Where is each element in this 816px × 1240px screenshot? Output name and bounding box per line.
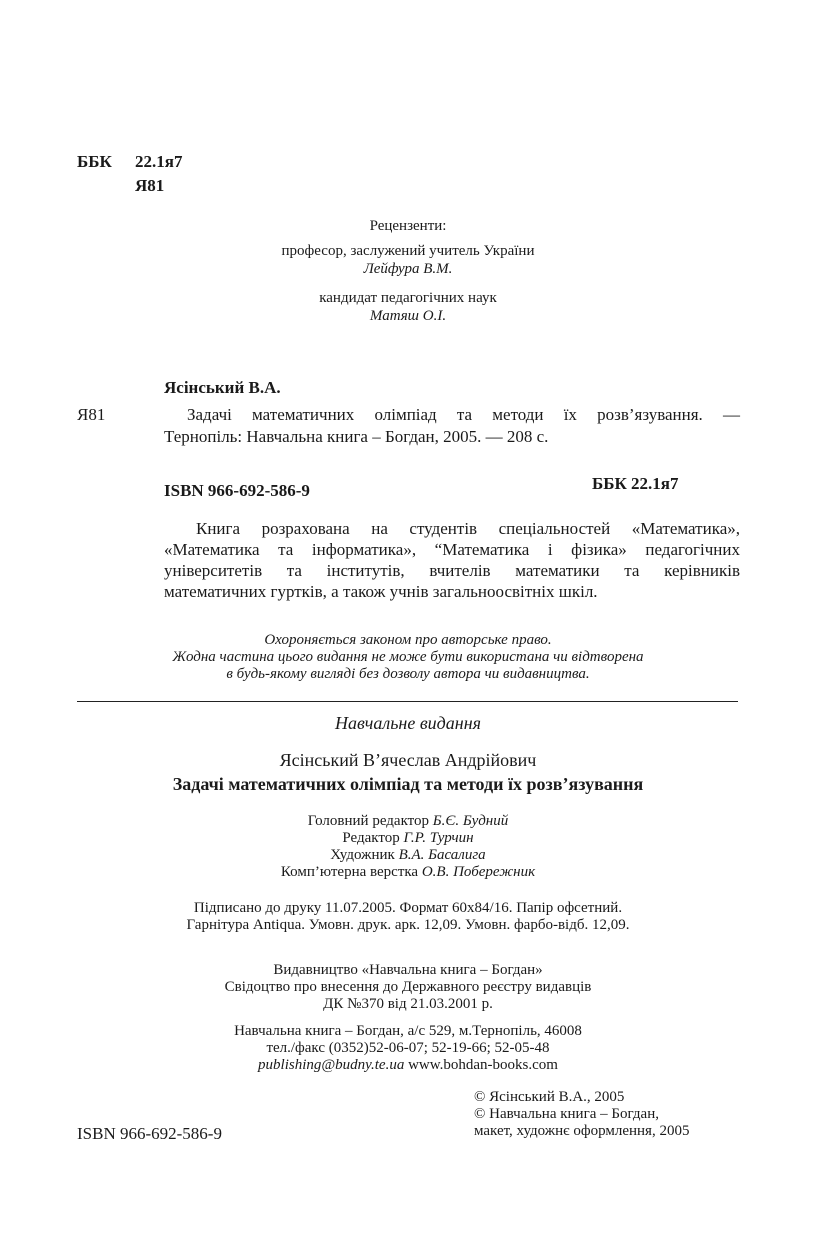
record-author: Ясінський В.А.: [164, 378, 281, 397]
divider: [77, 701, 738, 702]
staff-role: Художник: [330, 847, 395, 863]
staff-name: О.В. Побережник: [421, 864, 536, 880]
copyright-notice-line: в будь-якому вигляді без дозволу автора чи видавництва.: [226, 666, 590, 682]
web-line: [0, 1057, 816, 1073]
record-line2: Тернопіль: Навчальна книга – Богдан, 2005. — 208 с.: [164, 427, 549, 446]
bbk-label: ББК: [77, 152, 112, 171]
annotation-line: математичних гуртків, а також учнів загальноосвітніх шкіл.: [164, 582, 598, 601]
print-line: Підписано до друку 11.07.2005. Формат 60х84/16. Папір офсетний.: [193, 900, 623, 916]
author-mark: Я81: [135, 176, 165, 195]
annotation: [164, 518, 740, 602]
annotation-line: «Математика та інформатика», “Математика і фізика» педагогічних: [164, 540, 740, 559]
book-title: Задачі математичних олімпіад та методи їх розв’язування: [172, 774, 644, 794]
reviewers-heading: Рецензенти:: [369, 218, 447, 234]
staff-line: [0, 864, 816, 880]
staff-role: Головний редактор: [307, 813, 430, 829]
staff-line: [0, 847, 816, 863]
copyright-line: макет, художнє оформлення, 2005: [474, 1123, 690, 1139]
edition-type: Навчальне видання: [334, 713, 481, 733]
email-link[interactable]: publishing@budny.te.ua: [258, 1057, 405, 1073]
publisher-line: Свідоцтво про внесення до Державного реєстру видавців: [224, 979, 592, 995]
record-mark: Я81: [77, 405, 106, 424]
copyright-notice-line: Охороняється законом про авторське право.: [264, 632, 552, 648]
phone-line: тел./факс (0352)52-06-07; 52-19-66; 52-05-48: [266, 1040, 550, 1056]
staff-name: Б.Є. Будний: [432, 813, 509, 829]
publisher-line: ДК №370 від 21.03.2001 р.: [323, 996, 493, 1012]
bbk-code: 22.1я7: [135, 152, 183, 171]
reviewer1-title: професор, заслужений учитель України: [281, 243, 535, 259]
staff-name: В.А. Басалига: [398, 847, 486, 863]
footer-isbn: ISBN 966-692-586-9: [77, 1124, 222, 1143]
reviewer1-name: Лейфура В.М.: [363, 261, 453, 277]
publisher-line: Видавництво «Навчальна книга – Богдан»: [273, 962, 543, 978]
staff-line: [0, 813, 816, 829]
print-line: Гарнітура Antiqua. Умовн. друк. арк. 12,09. Умовн. фарбо-відб. 12,09.: [186, 917, 630, 933]
annotation-line: університетів та інститутів, вчителів математики та керівників: [164, 561, 740, 580]
copyright-notice-line: Жодна частина цього видання не може бути використана чи відтворена: [172, 649, 644, 665]
full-author: Ясінський В’ячеслав Андрійович: [279, 750, 537, 770]
annotation-line: Книга розрахована на студентів спеціальностей «Математика»,: [196, 519, 740, 538]
record-isbn: ISBN 966-692-586-9: [164, 481, 310, 500]
reviewer2-title: кандидат педагогічних наук: [319, 290, 497, 306]
copyright-line: © Ясінський В.А., 2005: [474, 1089, 625, 1105]
address-line: Навчальна книга – Богдан, а/с 529, м.Тернопіль, 46008: [234, 1023, 582, 1039]
reviewer2-name: Матяш О.І.: [369, 308, 447, 324]
staff-role: Редактор: [342, 830, 400, 846]
staff-name: Г.Р. Турчин: [403, 830, 474, 846]
staff-line: [0, 830, 816, 846]
copyright-line: © Навчальна книга – Богдан,: [474, 1106, 659, 1122]
record-bbk: ББК 22.1я7: [592, 474, 679, 493]
record-line1: Задачі математичних олімпіад та методи їх розв’язування. —: [187, 405, 740, 424]
website-link[interactable]: www.bohdan-books.com: [408, 1057, 558, 1073]
staff-role: Комп’ютерна верстка: [280, 864, 419, 880]
